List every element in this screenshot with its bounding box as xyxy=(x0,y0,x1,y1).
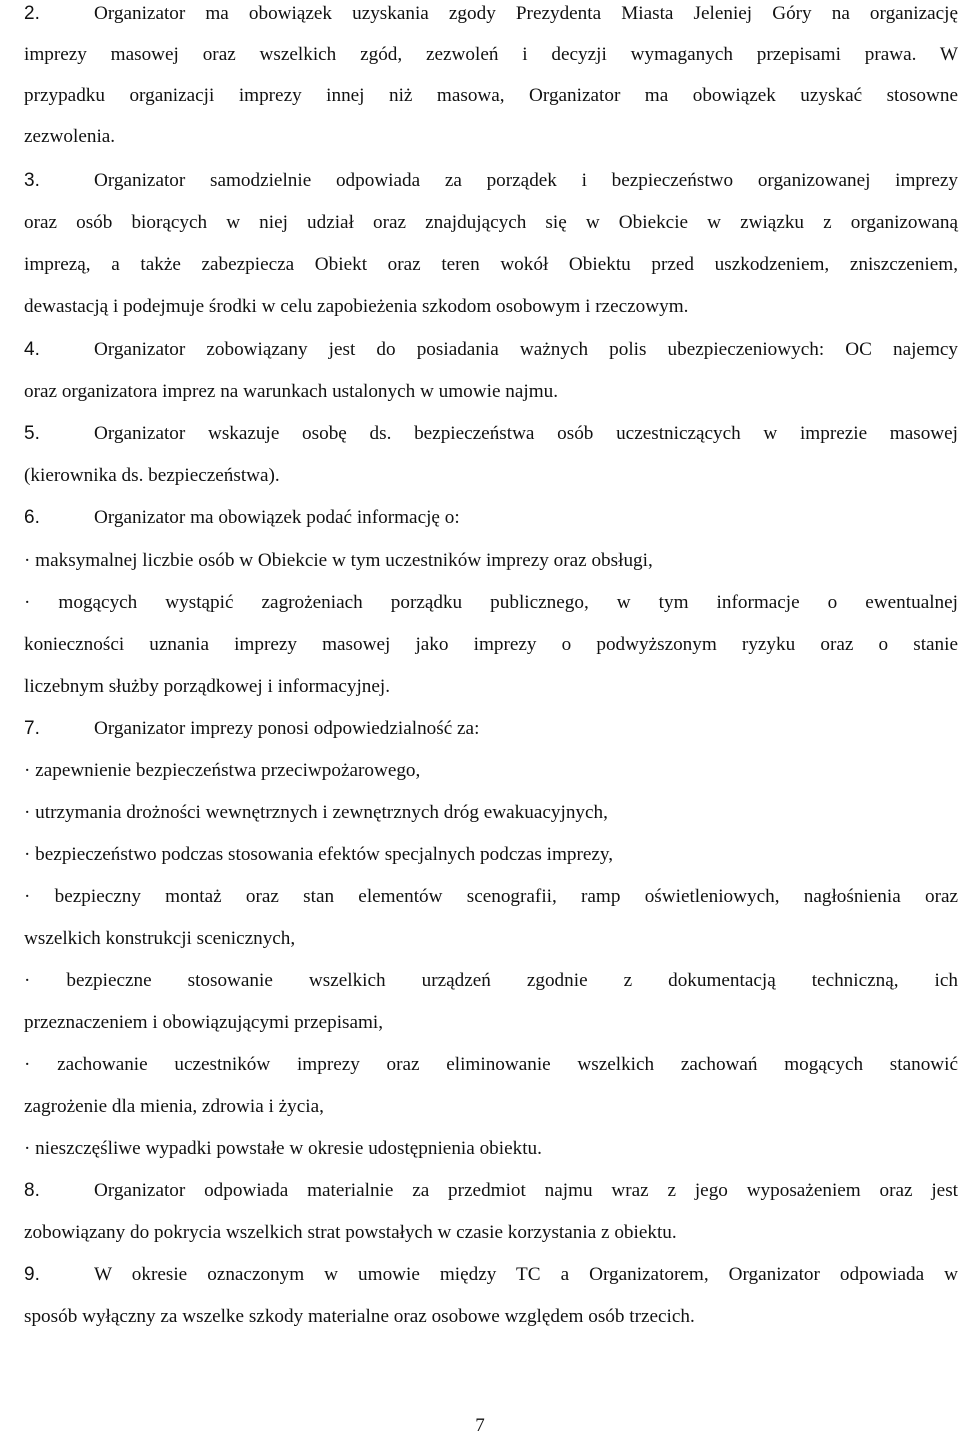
item-4-line: oraz organizatora imprez na warunkach ustalonych w umowie najmu. xyxy=(24,381,559,402)
item-2-line: imprezy masowej oraz wszelkich zgód, zezwoleń i decyzji wymaganych przepisami prawa. W xyxy=(24,44,958,65)
item-3-line: oraz osób biorących w niej udział oraz znajdujących się w Obiekcie w związku z organizowaną xyxy=(24,212,958,233)
item-2-line: przypadku organizacji imprezy innej niż masowa, Organizator ma obowiązek uzyskać stosowne xyxy=(24,85,958,106)
item-number: 4. xyxy=(24,339,40,360)
item-6-line: liczebnym służby porządkowej i informacyjnej. xyxy=(24,676,391,697)
item-6-bullet: · maksymalnej liczbie osób w Obiekcie w tym uczestników imprezy oraz obsługi, xyxy=(24,550,653,571)
item-7-bullet: · bezpieczny montaż oraz stan elementów scenografii, ramp oświetleniowych, nagłośnienia oraz xyxy=(24,886,958,907)
item-number: 5. xyxy=(24,423,40,444)
item-7-bullet: · zachowanie uczestników imprezy oraz eliminowanie wszelkich zachowań mogących stanowić xyxy=(24,1054,958,1075)
item-8-line: zobowiązany do pokrycia wszelkich strat powstałych w czasie korzystania z obiektu. xyxy=(24,1222,677,1243)
item-3-line: imprezą, a także zabezpiecza Obiekt oraz teren wokół Obiektu przed uszkodzeniem, zniszczeniem, xyxy=(24,254,958,275)
item-6-line: konieczności uznania imprezy masowej jako imprezy o podwyższonym ryzyku oraz o stanie xyxy=(24,634,958,655)
item-3-line: Organizator samodzielnie odpowiada za porządek i bezpieczeństwo organizowanej imprezy xyxy=(94,170,958,191)
item-number: 8. xyxy=(24,1180,40,1201)
item-7-line: zagrożenie dla mienia, zdrowia i życia, xyxy=(24,1096,324,1117)
item-number: 9. xyxy=(24,1264,40,1285)
item-9-line: W okresie oznaczonym w umowie między TC a Organizatorem, Organizator odpowiada w xyxy=(94,1264,958,1285)
item-7-line: wszelkich konstrukcji scenicznych, xyxy=(24,928,296,949)
item-7-line: przeznaczeniem i obowiązującymi przepisami, xyxy=(24,1012,384,1033)
item-7-bullet: · utrzymania drożności wewnętrznych i zewnętrznych dróg ewakuacyjnych, xyxy=(24,802,608,823)
item-6-line: Organizator ma obowiązek podać informację o: xyxy=(94,507,460,528)
item-7-line: Organizator imprezy ponosi odpowiedzialność za: xyxy=(94,718,480,739)
item-4-line: Organizator zobowiązany jest do posiadania ważnych polis ubezpieczeniowych: OC najemcy xyxy=(94,339,958,360)
item-5-line: (kierownika ds. bezpieczeństwa). xyxy=(24,465,280,486)
item-3-line: dewastacją i podejmuje środki w celu zapobieżenia szkodom osobowym i rzeczowym. xyxy=(24,296,689,317)
item-7-bullet: · nieszczęśliwe wypadki powstałe w okresie udostępnienia obiektu. xyxy=(24,1138,542,1159)
item-8-line: Organizator odpowiada materialnie za przedmiot najmu wraz z jego wyposażeniem oraz jest xyxy=(94,1180,958,1201)
item-number: 6. xyxy=(24,507,40,528)
item-number: 7. xyxy=(24,718,40,739)
item-5-line: Organizator wskazuje osobę ds. bezpieczeństwa osób uczestniczących w imprezie masowej xyxy=(94,423,958,444)
item-7-bullet: · zapewnienie bezpieczeństwa przeciwpożarowego, xyxy=(24,760,421,781)
item-number: 2. xyxy=(24,3,40,24)
item-9-line: sposób wyłączny za wszelke szkody materialne oraz osobowe względem osób trzecich. xyxy=(24,1306,695,1327)
item-number: 3. xyxy=(24,170,40,191)
item-2-line: zezwolenia. xyxy=(24,126,116,147)
item-2-line: Organizator ma obowiązek uzyskania zgody Prezydenta Miasta Jeleniej Góry na organizację xyxy=(94,3,958,24)
item-6-bullet: · mogących wystąpić zagrożeniach porządku publicznego, w tym informacje o ewentualnej xyxy=(24,592,958,613)
item-7-bullet: · bezpieczne stosowanie wszelkich urządzeń zgodnie z dokumentacją techniczną, ich xyxy=(24,970,958,991)
item-7-bullet: · bezpieczeństwo podczas stosowania efektów specjalnych podczas imprezy, xyxy=(24,844,614,865)
page-number: 7 xyxy=(475,1415,485,1436)
